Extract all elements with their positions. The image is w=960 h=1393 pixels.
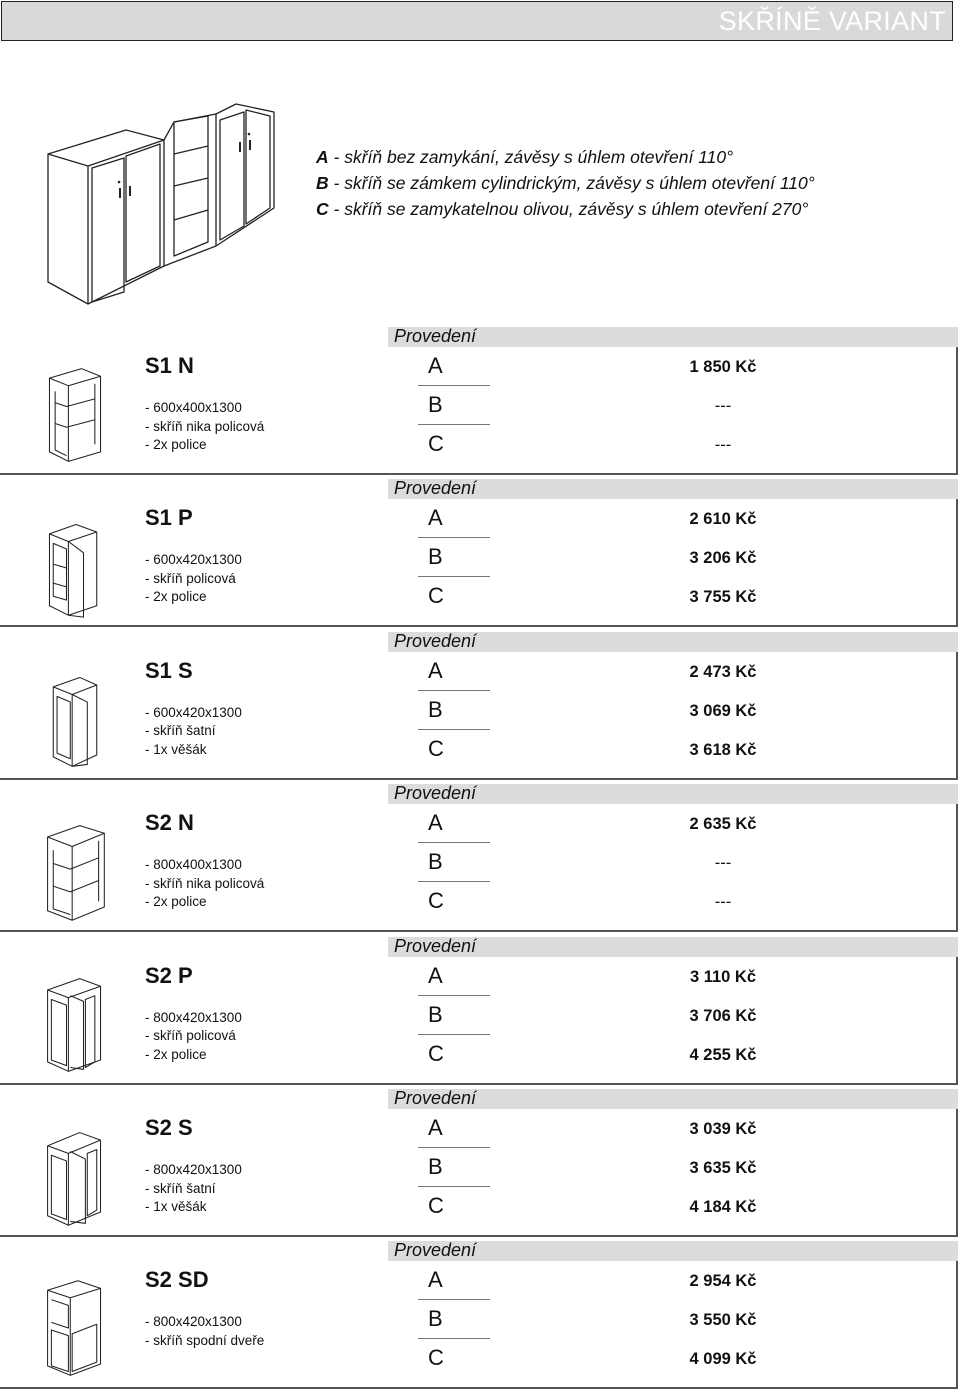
section-bottom-border [0, 1083, 958, 1085]
product-code: S1 S [145, 657, 193, 683]
variant-letter: C [428, 583, 444, 609]
variant-price: 3 039 Kč [689, 1120, 757, 1138]
product-code: S1 P [145, 505, 193, 531]
variant-price: 3 110 Kč [689, 967, 757, 986]
variant-letter: A [428, 810, 443, 836]
section-bottom-border [0, 473, 958, 475]
variant-separator [418, 842, 490, 843]
product-code: S2 P [145, 962, 193, 988]
description-line: - 800x420x1300 [145, 1009, 242, 1025]
open-shelf-cabinet-icon [40, 363, 110, 467]
product-description [145, 1161, 242, 1217]
section-right-border [956, 499, 958, 627]
description-line: - skříň šatní [145, 723, 216, 739]
variant-price: 3 206 Kč [689, 549, 757, 568]
variant-price: 2 954 Kč [689, 1272, 757, 1291]
provedeni-label: Provedení [394, 935, 477, 956]
description-line: - 600x400x1300 [145, 400, 242, 415]
variant-price: --- [714, 436, 732, 454]
lower-door-cabinet-icon [40, 1277, 110, 1381]
description-line: - 800x400x1300 [145, 857, 242, 873]
variant-letter: C [428, 1345, 444, 1371]
description-line: - 800x420x1300 [145, 1162, 242, 1177]
product-description [145, 704, 242, 760]
variant-separator [418, 537, 490, 538]
section-bottom-border [0, 930, 958, 932]
legend-row-c [316, 196, 815, 222]
product-section [0, 479, 960, 631]
product-code: S1 N [145, 353, 194, 378]
single-door-shelf-cabinet-icon [40, 515, 110, 619]
description-line: - skříň spodní dveře [145, 1332, 265, 1348]
legend-text: - skříň se zamykatelnou olivou, závěsy s úhlem otevření 270° [328, 199, 809, 219]
section-right-border [956, 804, 958, 932]
product-section [0, 784, 960, 936]
provedeni-label: Provedení [394, 326, 477, 346]
product-description [145, 551, 242, 607]
section-bottom-border [0, 1235, 958, 1237]
variant-price: 3 755 Kč [689, 588, 757, 607]
variant-separator [418, 576, 490, 577]
product-description [145, 1009, 242, 1065]
wide-open-shelf-cabinet-icon [40, 820, 110, 924]
product-code: S2 N [145, 810, 194, 836]
variant-separator [418, 1034, 490, 1035]
variant-letter: C [428, 735, 444, 761]
variant-price: 4 184 Kč [689, 1198, 757, 1216]
variant-letter: B [428, 544, 443, 570]
description-line: - 2x police [145, 437, 207, 452]
variant-price: --- [714, 854, 732, 873]
single-door-wardrobe-icon [40, 668, 110, 772]
variant-letter: C [428, 888, 444, 914]
variant-price: 4 255 Kč [689, 1045, 757, 1064]
description-line: - skříň nika policová [145, 418, 265, 434]
variant-letter: B [428, 1001, 443, 1027]
variant-legend [316, 144, 815, 222]
provedeni-label: Provedení [394, 478, 477, 499]
legend-row-b [316, 170, 815, 196]
variant-separator [418, 1299, 490, 1300]
legend-key: B [316, 173, 329, 193]
variant-letter: A [428, 657, 443, 683]
cabinet-set-illustration [40, 96, 280, 306]
variant-separator [418, 690, 490, 691]
variant-letter: B [428, 849, 443, 875]
page-header [1, 1, 953, 41]
variant-price: 3 618 Kč [689, 740, 757, 759]
variant-price: 3 706 Kč [689, 1006, 757, 1025]
section-bottom-border [0, 625, 958, 627]
legend-text: - skříň se zámkem cylindrickým, závěsy s úhlem otevření 110° [328, 173, 815, 193]
legend-key: A [316, 147, 329, 167]
variant-letter: A [428, 1115, 443, 1140]
product-description [145, 1313, 264, 1350]
product-section [0, 632, 960, 784]
variant-price: 3 635 Kč [689, 1159, 757, 1177]
variant-price: 3 069 Kč [689, 701, 757, 720]
variant-letter: A [428, 505, 443, 531]
section-right-border [956, 957, 958, 1085]
double-door-shelf-cabinet-icon [40, 973, 110, 1077]
section-bottom-border [0, 1387, 958, 1389]
variant-letter: A [428, 353, 443, 378]
double-door-wardrobe-icon [40, 1125, 110, 1229]
legend-text: - skříň bez zamykání, závěsy s úhlem otevření 110° [328, 147, 734, 167]
description-line: - 2x police [145, 589, 207, 605]
variant-letter: A [428, 962, 443, 988]
variant-letter: B [428, 696, 443, 722]
product-code: S2 S [145, 1115, 193, 1140]
section-right-border [956, 1109, 958, 1237]
description-line: - 600x420x1300 [145, 704, 242, 720]
variant-separator [418, 385, 490, 386]
provedeni-label: Provedení [394, 1088, 477, 1108]
variant-price: 3 550 Kč [689, 1311, 757, 1330]
product-section [0, 937, 960, 1089]
product-description [145, 856, 264, 912]
variant-separator [418, 881, 490, 882]
variant-letter: C [428, 1193, 444, 1218]
variant-price: 4 099 Kč [689, 1350, 757, 1369]
product-section [0, 1089, 960, 1241]
variant-separator [418, 1186, 490, 1187]
variant-separator [418, 424, 490, 425]
description-line: - 1x věšák [145, 741, 207, 757]
variant-letter: B [428, 1154, 443, 1179]
section-right-border [956, 347, 958, 475]
variant-price: 1 850 Kč [689, 358, 757, 376]
description-line: - 1x věšák [145, 1199, 207, 1214]
variant-price: 2 473 Kč [689, 662, 757, 681]
variant-price: --- [714, 397, 732, 415]
page-title: SKŘÍNĚ VARIANT [718, 6, 946, 36]
product-section [0, 1241, 960, 1393]
variant-letter: A [428, 1267, 443, 1293]
description-line: - skříň šatní [145, 1180, 216, 1196]
variant-price: 2 610 Kč [689, 510, 757, 529]
description-line: - 2x police [145, 1046, 207, 1062]
section-bottom-border [0, 778, 958, 780]
variant-price: --- [714, 893, 732, 912]
variant-letter: C [428, 431, 444, 456]
provedeni-label: Provedení [394, 630, 477, 651]
variant-letter: B [428, 1306, 443, 1332]
legend-key: C [316, 199, 329, 219]
variant-separator [418, 995, 490, 996]
description-line: - skříň nika policová [145, 875, 265, 891]
provedeni-label: Provedení [394, 783, 477, 804]
description-line: - 2x police [145, 894, 207, 910]
variant-separator [418, 1338, 490, 1339]
variant-price: 2 635 Kč [689, 815, 757, 834]
description-line: - 800x420x1300 [145, 1314, 242, 1330]
description-line: - skříň policová [145, 1028, 236, 1044]
variant-letter: B [428, 392, 443, 417]
section-right-border [956, 652, 958, 780]
description-line: - 600x420x1300 [145, 552, 242, 568]
legend-row-a [316, 144, 815, 170]
variant-separator [418, 1147, 490, 1148]
section-right-border [956, 1261, 958, 1389]
product-description [145, 399, 264, 455]
variant-letter: C [428, 1040, 444, 1066]
product-section [0, 327, 960, 479]
variant-separator [418, 729, 490, 730]
provedeni-label: Provedení [394, 1240, 477, 1261]
description-line: - skříň policová [145, 570, 236, 586]
product-code: S2 SD [145, 1267, 209, 1293]
